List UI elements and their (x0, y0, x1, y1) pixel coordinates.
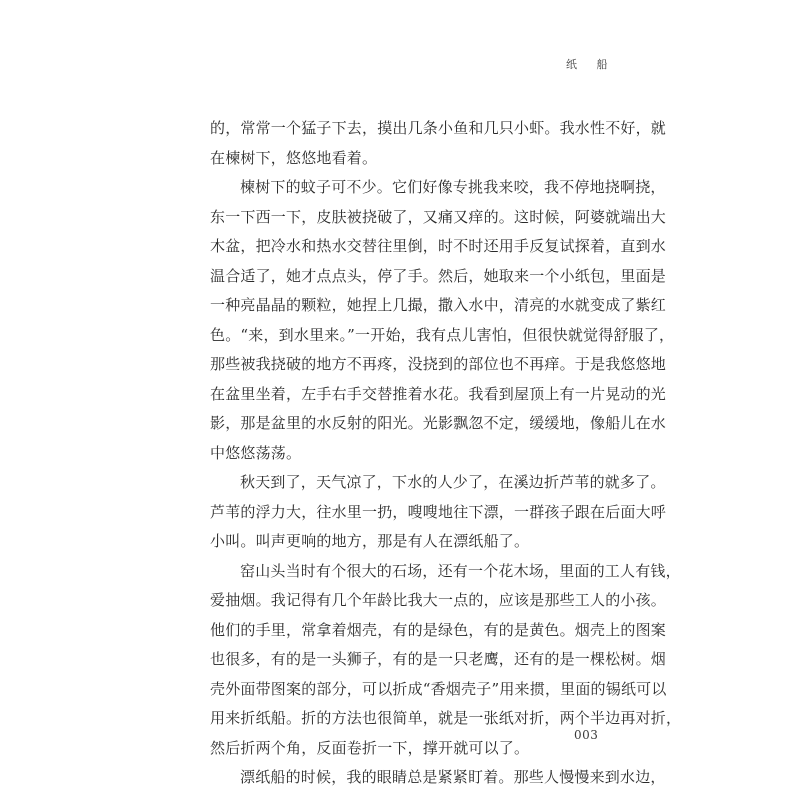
text-line: 那些被我挠破的地方不再疼，没挠到的部位也不再痒。于是我悠悠地 (210, 355, 667, 373)
text-line: 窑山头当时有个很大的石场，还有一个花木场，里面的工人有钱， (240, 561, 681, 580)
text-line: 秋天到了，天气凉了，下水的人少了，在溪边折芦苇的就多了。 (240, 473, 666, 491)
text-line: 中悠悠荡荡。 (210, 443, 302, 462)
text-line: 在盆里坐着，左手右手交替推着水花。我看到屋顶上有一片晃动的光 (210, 384, 667, 403)
text-line: 小叫。叫声更响的地方，那是有人在漂纸船了。 (210, 532, 530, 550)
text-line: 东一下西一下，皮肤被挠破了，又痛又痒的。这时候，阿婆就端出大 (210, 207, 667, 226)
text-line: 芦苇的浮力大，往水里一扔，嗖嗖地往下漂，一群孩子跟在后面大呼 (210, 502, 667, 521)
text-line: 影，那是盆里的水反射的阳光。光影飘忽不定，缓缓地，像船儿在水 (210, 414, 667, 432)
text-line: 也很多，有的是一头狮子，有的是一只老鹰，还有的是一棵松树。烟 (210, 650, 667, 668)
text-line: 的，常常一个猛子下去，摸出几条小鱼和几只小虾。我水性不好，就 (210, 119, 667, 137)
text-line: 在楝树下，悠悠地看着。 (210, 148, 378, 167)
text-line: 木盆，把冷水和热水交替往里倒，时不时还用手反复试探着，直到水 (210, 237, 667, 255)
text-line: 漂纸船的时候，我的眼睛总是紧紧盯着。那些人慢慢来到水边， (240, 768, 666, 786)
text-line: 楝树下的蚊子可不少。它们好像专挑我来咬，我不停地挠啊挠， (240, 178, 666, 196)
running-header: 纸 船 (566, 58, 616, 71)
text-line: 一种亮晶晶的颗粒，她捏上几撮，撒入水中，清亮的水就变成了紫红 (210, 296, 667, 314)
text-line: 壳外面带图案的部分，可以折成“香烟壳子”用来掼，里面的锡纸可以 (210, 679, 667, 698)
text-line: 爱抽烟。我记得有几个年龄比我大一点的，应该是那些工人的小孩。 (210, 591, 667, 609)
text-line: 他们的手里，常拿着烟壳，有的是绿色，有的是黄色。烟壳上的图案 (210, 620, 667, 639)
text-line: 温合适了，她才点点头，停了手。然后，她取来一个小纸包，里面是 (210, 266, 667, 285)
body-text (210, 114, 682, 793)
text-line: 色。“来，到水里来。”一开始，我有点儿害怕，但很快就觉得舒服了， (210, 325, 675, 344)
text-line: 用来折纸船。折的方法也很简单，就是一张纸对折，两个半边再对折， (210, 709, 682, 727)
page-number: 003 (574, 728, 599, 742)
text-line: 然后折两个角，反面卷折一下，撑开就可以了。 (210, 738, 530, 757)
